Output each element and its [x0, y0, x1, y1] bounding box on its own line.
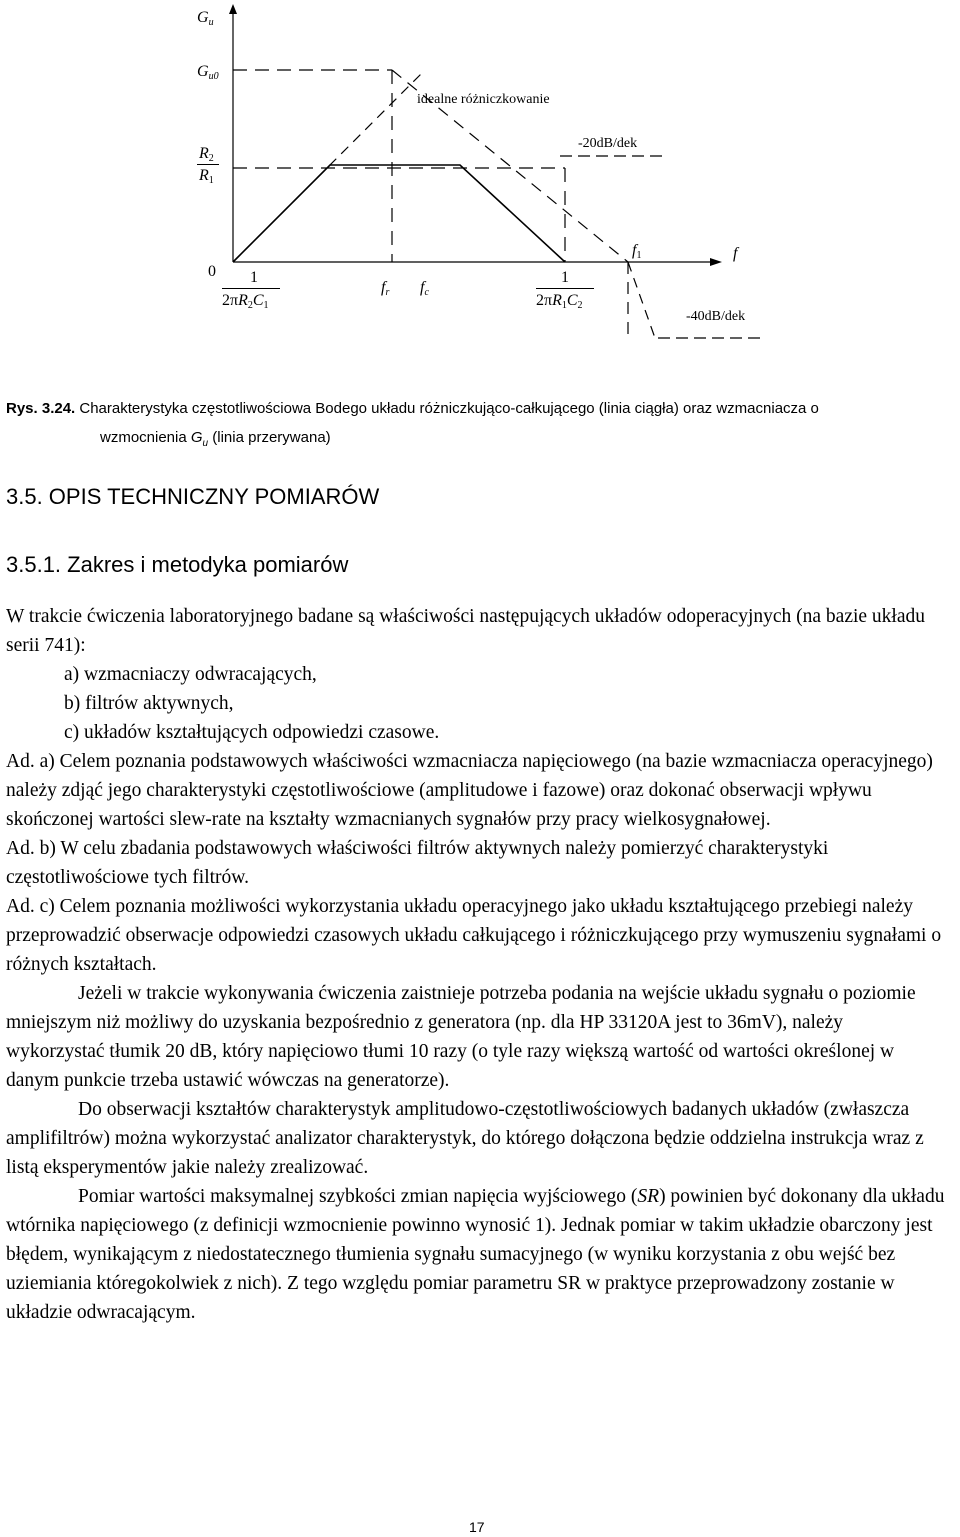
fc-label — [420, 280, 429, 301]
y-axis-label-sub: u — [208, 17, 214, 28]
intro-paragraph: W trakcie ćwiczenia laboratoryjnego badane są właściwości następujących układów odoperacyjnych (na bazie układu serii 741): — [6, 606, 926, 656]
freq1-den-c-sub: 1 — [263, 300, 269, 311]
origin-label: 0 — [208, 263, 216, 280]
subsection-heading: 3.5.1. Zakres i metodyka pomiarów — [6, 552, 349, 577]
freq2-bar — [536, 288, 594, 289]
freq1-den-c: C — [252, 292, 264, 309]
ratio-num-sub: 2 — [208, 153, 214, 164]
fr-label — [381, 280, 389, 301]
bode-diagram — [0, 0, 960, 370]
y-axis-label — [197, 10, 214, 31]
gu0-label-sub: u0 — [208, 71, 219, 82]
fr-label-text: f — [381, 279, 386, 296]
ideal-diff-label: idealne różniczkowanie — [417, 92, 550, 107]
ratio-denominator — [199, 168, 214, 189]
x-axis-arrow — [710, 258, 722, 266]
freq2-den-prefix: 2π — [536, 292, 553, 309]
paragraph-ad-c: Ad. c) Celem poznania możliwości wykorzystania układu operacyjnego jako układu kształtującego przebiegi należy przeprowadzić obserwacje odpowiedzi czasowych układu całkującego i różniczkującego przy wymuszeniu sygnałami o różnych kształtach. — [6, 896, 942, 975]
gu0-label-text: G — [197, 63, 209, 80]
freq1-bar — [222, 288, 280, 289]
f1-label — [632, 243, 641, 264]
caption-text-1: Charakterystyka częstotliwościowa Bodego układu różniczkująco-całkującego (linia ciągła) oraz wzmacniacza o — [75, 400, 819, 417]
fc-label-text: f — [420, 279, 425, 296]
ratio-den-text: R — [199, 167, 209, 184]
freq2-den-c-sub: 2 — [577, 300, 583, 311]
figure-caption — [6, 394, 956, 458]
section-heading: 3.5. OPIS TECHNICZNY POMIARÓW — [6, 484, 380, 509]
ratio-bar — [197, 164, 219, 165]
slope-40-label: -40dB/dek — [686, 309, 746, 324]
y-axis-arrow — [229, 4, 237, 14]
freq1-denominator — [222, 293, 269, 314]
freq2-denominator — [536, 293, 583, 314]
gu0-label — [197, 64, 219, 85]
bode-figure — [0, 0, 960, 370]
y-axis-label-text: G — [197, 9, 209, 26]
freq1-numerator: 1 — [250, 269, 258, 286]
fc-label-sub: c — [424, 287, 429, 298]
caption-gu: G — [190, 429, 203, 446]
caption-text-2b: (linia przerywana) — [208, 429, 331, 446]
fr-label-sub: r — [385, 287, 390, 298]
paragraph-jezeli: Jeżeli w trakcie wykonywania ćwiczenia zaistnieje potrzeba podania na wejście układu sygnału o poziomie mniejszym niż możliwy do uzyskania bezpośrednio z generatora (np. dla HP 33120A jest to 36mV), należy wykorzystać tłumik 20 dB, który napięciowo tłumi 10 razy (o tyle razy większą wartość od wartości określonej w danym punkcie trzeba ustawić wówczas na generatorze). — [6, 983, 916, 1091]
list-item-a: a) wzmacniaczy odwracających, — [64, 664, 317, 685]
paragraph-do-obserwacji: Do obserwacji kształtów charakterystyk amplitudowo-częstotliwościowych badanych układów (zwłaszcza amplifiltrów) można wykorzystać analizator charakterystyk, do którego dołączona będzie oddzielna instrukcja wraz z listą eksperymentów jakie należy zrealizować. — [6, 1099, 924, 1178]
page-number: 17 — [469, 1519, 485, 1535]
pomiar-sr: SR — [637, 1186, 660, 1207]
freq1-den-prefix: 2π — [222, 292, 239, 309]
caption-line-2 — [6, 423, 956, 458]
f1-label-text: f — [632, 242, 637, 259]
pomiar-text-2: ) powinien być dokonany dla układu wtórnika napięciowego (z definicji wzmocnienie powinno wynosić 1). Jednak pomiar w takim układzie obarczony jest błędem, wynikającym z niedostatecznego tłumienia sygnału sumacyjnego (w wyniku korzystania z obu wejść bez uziemiania któregokolwiek z nich). Z tego względu pomiar parametru SR w praktyce przeprowadzony zostanie w układzie odwracającym. — [6, 1186, 945, 1323]
caption-gu-sub: u — [202, 438, 209, 449]
paragraph-ad-b: Ad. b) W celu zbadania podstawowych właściwości filtrów aktywnych należy pomierzyć charakterystyki częstotliwościowe tych filtrów. — [6, 838, 829, 888]
freq2-den-r: R — [552, 292, 562, 309]
response-curve — [233, 165, 565, 262]
paragraph-ad-a: Ad. a) Celem poznania podstawowych właściwości wzmacniacza napięciowego (na bazie wzmacniacza operacyjnego) należy zdjąć jego charakterystyki częstotliwościowe (amplitudowe i fazowe) oraz dokonać obserwacji wpływu skończonej wartości slew-rate na kształty wzmacnianych sygnałów przy pracy wielkosygnałowej. — [6, 751, 933, 830]
slope-20-label: -20dB/dek — [578, 136, 638, 151]
list-item-b: b) filtrów aktywnych, — [64, 693, 234, 714]
caption-text-2a: wzmocnienia — [100, 429, 191, 446]
ratio-num-text: R — [199, 145, 209, 162]
body-text — [6, 602, 946, 1327]
freq2-numerator: 1 — [561, 269, 569, 286]
freq2-den-r-sub: 1 — [561, 300, 567, 311]
f1-label-sub: 1 — [636, 250, 642, 261]
list-item-c: c) układów kształtujących odpowiedzi czasowe. — [64, 722, 440, 743]
freq2-den-c: C — [566, 292, 578, 309]
paragraph-pomiar — [6, 1182, 946, 1327]
caption-lead: Rys. 3.24. — [6, 400, 76, 417]
slope-40-dashed — [628, 262, 655, 338]
f-axis-label: f — [733, 245, 738, 262]
pomiar-text-1: Pomiar wartości maksymalnej szybkości zmian napięcia wyjściowego ( — [78, 1186, 638, 1207]
caption-line-1 — [6, 394, 956, 423]
freq1-den-r-sub: 2 — [247, 300, 253, 311]
freq1-den-r: R — [238, 292, 248, 309]
ratio-den-sub: 1 — [208, 175, 214, 186]
